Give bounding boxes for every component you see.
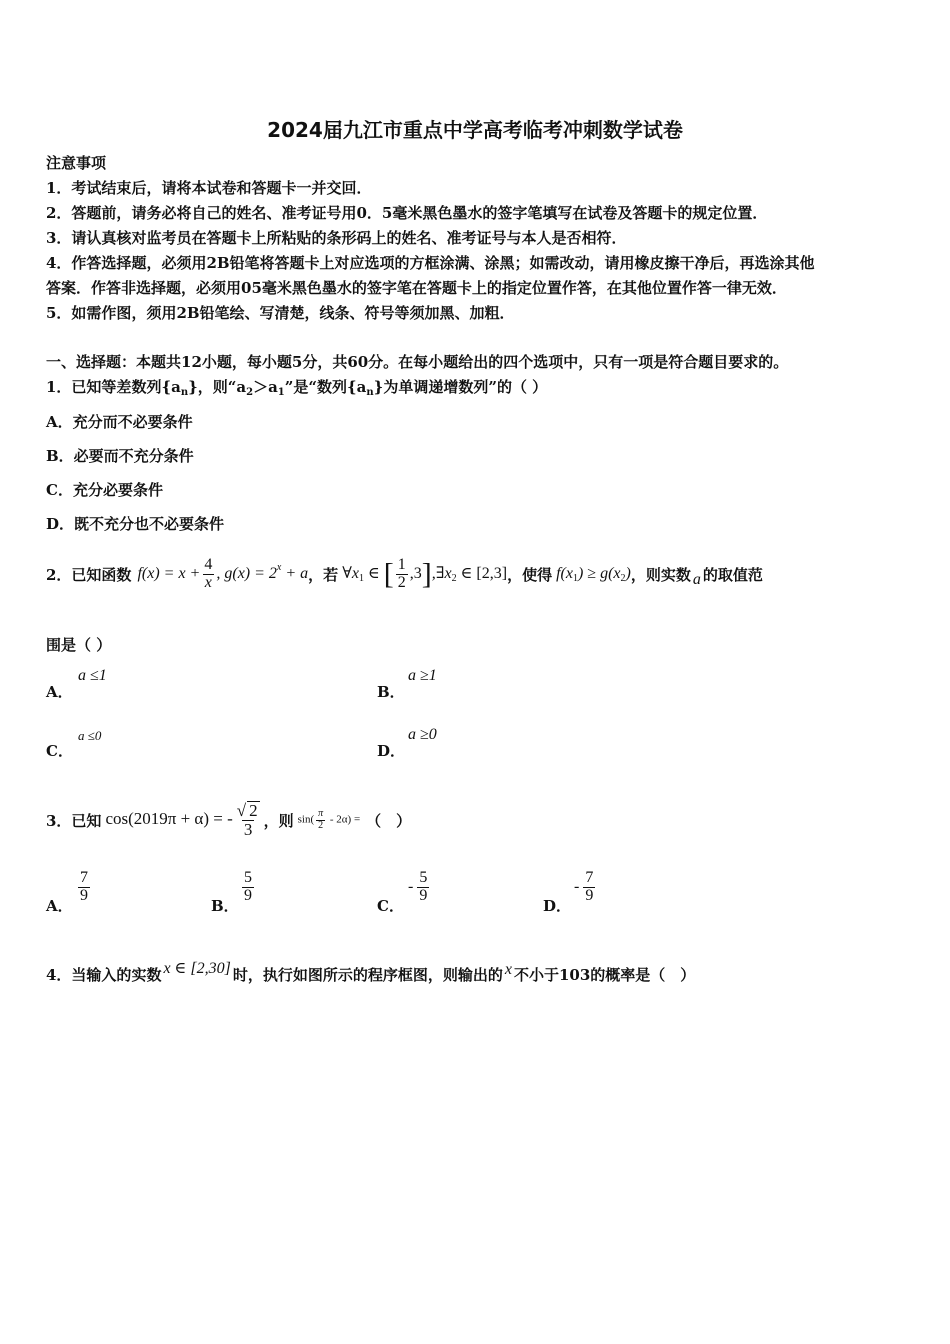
question-2-option-d: a ≥0 (408, 726, 437, 743)
notice-item: 答案．作答非选择题，必须用05毫米黑色墨水的签字笔在答题卡上的指定位置作答，在其他位置作答一律无效． (46, 279, 787, 297)
question-1-option-c: C．充分必要条件 (46, 481, 163, 499)
question-3-option-b-label: B． (211, 897, 239, 915)
question-2-stem-continued: 围是（ ） (46, 636, 112, 654)
question-3-option-a-label: A． (46, 897, 73, 915)
question-2-option-b-label: B． (377, 683, 405, 701)
question-1-option-d: D．既不充分也不必要条件 (46, 515, 225, 533)
question-3-option-c-label: C． (377, 897, 404, 915)
output-variable: x (504, 961, 512, 978)
question-3-option-d: - $\frac{7}{9}$ (574, 869, 594, 904)
input-range: x ∈ [2,30] (163, 960, 231, 977)
cos-equation: cos(2019π + α) = - $\frac{√ 2}{3}$ (105, 801, 258, 839)
question-1-option-b: B．必要而不充分条件 (46, 447, 194, 465)
question-1-stem: 1．已知等差数列$\{a_n\}$，则“$a_2>a_1$”是“数列$\{a_n\}$为单调递增数列”的（ ） (46, 378, 548, 398)
question-2-option-a-label: A． (46, 683, 73, 701)
question-3-option-b: $\frac{5}{9}$ (244, 869, 252, 904)
question-4-stem: 4．当输入的实数 x ∈ [2,30] 时，执行如图所示的程序框图，则输出的 x 不小于103的概率是（ ） (46, 960, 696, 984)
notice-item: 3．请认真核对监考员在答题卡上所粘贴的条形码上的姓名、准考证号与本人是否相符． (46, 229, 627, 247)
inequality: $f(x_1) \ge g(x_2)$ (556, 564, 631, 584)
notice-item: 5．如需作图，须用2B铅笔绘、写清楚，线条、符号等须加黑、加粗． (46, 304, 515, 322)
function-definition: f(x) = x + $\frac{4}{x}$ , $g(x) = 2^x + a$ (137, 555, 309, 591)
sin-expression: sin( $\frac{\pi}{2}$ - 2α) = (297, 808, 361, 831)
question-2-option-d-label: D． (377, 742, 406, 760)
question-3-option-d-label: D． (543, 897, 572, 915)
question-3-stem: 3．已知 cos(2019π + α) = - $\frac{√ 2}{3}$ ，则 sin( $\frac{\pi}{2}$ - 2α) = （ ） (46, 801, 412, 839)
question-2-option-a: a ≤1 (78, 667, 107, 684)
quantifier-condition: $\forall x_1$ ∈ [ $\frac{1}{2}$ $,3],\exists x_2$ ∈ [2,3] (342, 555, 508, 591)
variable-a: a (692, 571, 701, 588)
notice-item: 4．作答选择题，必须用2B铅笔将答题卡上对应选项的方框涂满、涂黑；如需改动，请用橡皮擦干净后，再选涂其他 (46, 254, 815, 272)
question-3-option-c: - $\frac{5}{9}$ (408, 869, 428, 904)
question-1-option-a: A．充分而不必要条件 (46, 413, 193, 431)
notice-item: 1．考试结束后，请将本试卷和答题卡一并交回． (46, 179, 372, 197)
question-3-option-a: $\frac{7}{9}$ (80, 869, 88, 904)
exam-title: 2024届九江市重点中学高考临考冲刺数学试卷 (267, 118, 683, 142)
question-2-option-c-label: C． (46, 742, 73, 760)
notice-heading: 注意事项 (46, 154, 107, 172)
section-heading: 一、选择题：本题共12小题，每小题5分，共60分。在每小题给出的四个选项中，只有一项是符合题目要求的。 (46, 353, 789, 371)
notice-item: 2．答题前，请务必将自己的姓名、准考证号用0．5毫米黑色墨水的签字笔填写在试卷及答题卡的规定位置． (46, 204, 768, 222)
question-2-option-b: a ≥1 (408, 667, 437, 684)
question-2-stem: 2．已知函数 f(x) = x + $\frac{4}{x}$ , $g(x) = 2^x + a$ ，若 $\forall x_1$ ∈ [ $\frac{1}{2}$ $,3],\exists x_2$ ∈ [2,3] ，使得 $f(x_1) \ge g(x_2)$ ，则实数 a 的取值范 (46, 555, 763, 591)
question-2-option-c: a ≤0 (78, 728, 102, 743)
